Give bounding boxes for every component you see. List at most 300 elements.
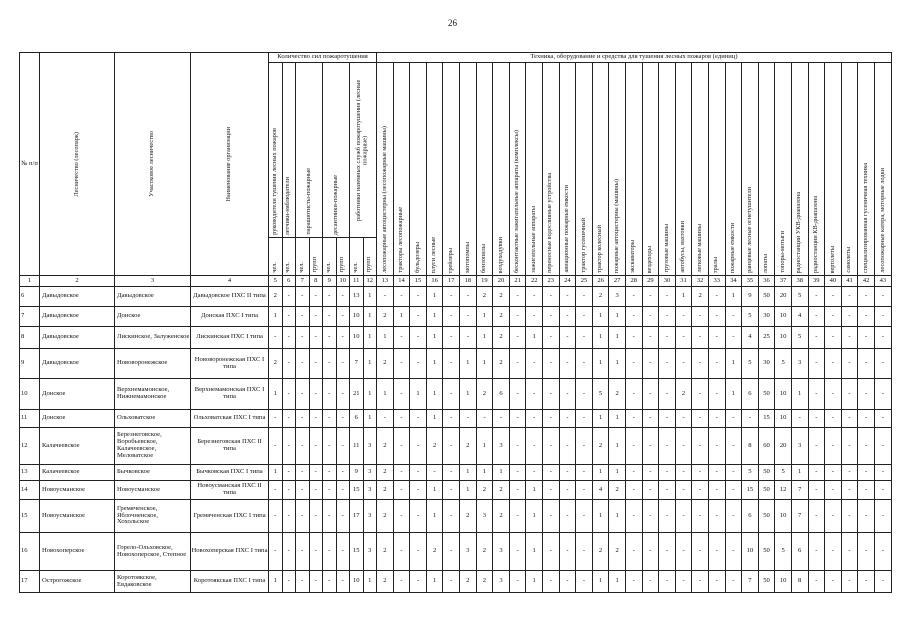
cell-col-40: -: [825, 500, 842, 533]
cell-col-5: 1: [269, 465, 283, 481]
cell-col-36: 60: [758, 428, 775, 465]
cell-col-41: -: [841, 287, 858, 307]
cell-col-8: -: [309, 307, 323, 327]
cell-col-9: -: [323, 465, 337, 481]
cell-col-21: -: [509, 410, 526, 428]
cell-col-10: -: [336, 307, 350, 327]
row-org: Донская ПХС I типа: [191, 307, 269, 327]
cell-col-29: -: [642, 571, 659, 593]
cell-col-17: -: [443, 287, 460, 307]
cell-col-19: 3: [476, 500, 493, 533]
row-no: 6: [20, 287, 40, 307]
force-col-3: [296, 63, 323, 238]
cell-col-35: 5: [742, 307, 759, 327]
cell-col-29: -: [642, 379, 659, 410]
tech-col-label-32: легковые машины: [695, 224, 703, 273]
cell-col-27: 1: [609, 428, 626, 465]
row-forestry: Донское: [40, 379, 115, 410]
cell-col-24: -: [559, 349, 576, 379]
row-district: Лискинское, Залуженское: [115, 327, 191, 349]
row-org: Коротоякская ПХС I типа: [191, 571, 269, 593]
cell-col-15: 1: [410, 379, 427, 410]
cell-col-26: 1: [592, 410, 609, 428]
cell-col-38: 8: [791, 571, 808, 593]
cell-col-36: 30: [758, 307, 775, 327]
cell-col-26: 2: [592, 287, 609, 307]
row-no: 12: [20, 428, 40, 465]
tech-col-label-25: трактор гусеничный: [579, 218, 587, 273]
cell-col-34: -: [725, 481, 742, 500]
row-district: Коротоякское, Евдаковское: [115, 571, 191, 593]
cell-col-14: -: [393, 428, 410, 465]
cell-col-12: 1: [363, 379, 377, 410]
header-row-numbers: [20, 276, 892, 287]
header-district-label: Участковое лесничество: [148, 131, 156, 197]
row-org: Верхнемамонская ПХС I типа: [191, 379, 269, 410]
cell-col-19: 1: [476, 307, 493, 327]
cell-col-13: 2: [377, 500, 394, 533]
col-number-35: 35: [742, 276, 759, 287]
cell-col-30: -: [659, 410, 676, 428]
header-no: [20, 53, 40, 276]
cell-col-14: -: [393, 327, 410, 349]
cell-col-19: 1: [476, 349, 493, 379]
tech-col-label-19: бензопилы: [480, 244, 488, 273]
cell-col-19: 2: [476, 481, 493, 500]
force-col-label-5: работники наземных служб пожаротушения (лесные пожарные): [355, 79, 370, 221]
cell-col-39: -: [808, 500, 825, 533]
cell-col-7: -: [296, 307, 310, 327]
cell-col-40: -: [825, 481, 842, 500]
cell-col-31: -: [675, 533, 692, 571]
row-org: Давыдовское ПХС II типа: [191, 287, 269, 307]
cell-col-37: 10: [775, 327, 792, 349]
cell-col-42: -: [858, 410, 875, 428]
row-district: Верхнемамонское, Нижнемамонское: [115, 379, 191, 410]
tech-col-27: [609, 63, 626, 276]
cell-col-25: -: [576, 533, 593, 571]
unit-label-6: чел.: [284, 262, 292, 273]
cell-col-23: -: [543, 571, 560, 593]
cell-col-14: -: [393, 571, 410, 593]
header-row-groups: [20, 53, 892, 63]
unit-col-5: [269, 238, 283, 276]
cell-col-18: 2: [460, 428, 477, 465]
cell-col-17: -: [443, 428, 460, 465]
cell-col-15: -: [410, 287, 427, 307]
row-district: Березнеговское, Воробьевское, Калачеевское, Меловатское: [115, 428, 191, 465]
tech-col-label-43: лесопожарные катера, моторные лодки: [878, 168, 886, 273]
cell-col-42: -: [858, 571, 875, 593]
cell-col-31: -: [675, 500, 692, 533]
col-number-4: 4: [191, 276, 269, 287]
cell-col-9: -: [323, 571, 337, 593]
cell-col-17: -: [443, 465, 460, 481]
cell-col-11: 10: [350, 571, 364, 593]
cell-col-35: 4: [742, 327, 759, 349]
cell-col-8: -: [309, 379, 323, 410]
table-row: [20, 307, 892, 327]
cell-col-5: 2: [269, 287, 283, 307]
cell-col-20: 3: [493, 571, 510, 593]
tech-col-label-21: бесконтактные зажигательные аппараты (комплексы): [513, 130, 521, 273]
unit-label-11: чел.: [351, 262, 359, 273]
cell-col-30: -: [659, 379, 676, 410]
cell-col-15: -: [410, 410, 427, 428]
cell-col-34: -: [725, 533, 742, 571]
cell-col-19: 2: [476, 379, 493, 410]
cell-col-11: 11: [350, 428, 364, 465]
cell-col-37: 20: [775, 428, 792, 465]
col-number-36: 36: [758, 276, 775, 287]
unit-label-5: чел.: [270, 262, 278, 273]
cell-col-22: -: [526, 428, 543, 465]
col-number-34: 34: [725, 276, 742, 287]
cell-col-31: 2: [675, 379, 692, 410]
cell-col-27: 1: [609, 307, 626, 327]
cell-col-27: 1: [609, 571, 626, 593]
col-number-42: 42: [858, 276, 875, 287]
cell-col-20: 2: [493, 349, 510, 379]
tech-col-17: [443, 63, 460, 276]
cell-col-18: -: [460, 287, 477, 307]
cell-col-33: -: [708, 481, 725, 500]
cell-col-10: -: [336, 465, 350, 481]
cell-col-30: -: [659, 500, 676, 533]
cell-col-41: -: [841, 533, 858, 571]
cell-col-34: 1: [725, 349, 742, 379]
force-col-label-4: десантники-пожарные: [331, 174, 339, 235]
table-row: [20, 571, 892, 593]
cell-col-26: 2: [592, 428, 609, 465]
cell-col-24: -: [559, 465, 576, 481]
cell-col-40: -: [825, 410, 842, 428]
cell-col-14: -: [393, 533, 410, 571]
cell-col-32: 2: [692, 287, 709, 307]
cell-col-19: 2: [476, 571, 493, 593]
cell-col-7: -: [296, 349, 310, 379]
cell-col-38: 7: [791, 500, 808, 533]
table-row: [20, 349, 892, 379]
tech-col-label-26: трактор колесный: [596, 225, 604, 273]
cell-col-26: 1: [592, 307, 609, 327]
cell-col-5: 2: [269, 349, 283, 379]
row-district: Нововоронежское: [115, 349, 191, 379]
cell-col-12: 3: [363, 500, 377, 533]
col-number-37: 37: [775, 276, 792, 287]
cell-col-30: -: [659, 465, 676, 481]
tech-col-label-40: вертолеты: [828, 245, 836, 273]
cell-col-23: -: [543, 533, 560, 571]
col-number-7: 7: [296, 276, 310, 287]
cell-col-18: -: [460, 307, 477, 327]
cell-col-25: -: [576, 287, 593, 307]
cell-col-39: -: [808, 428, 825, 465]
cell-col-11: 13: [350, 287, 364, 307]
cell-col-37: 20: [775, 287, 792, 307]
cell-col-42: -: [858, 307, 875, 327]
row-no: 9: [20, 349, 40, 379]
cell-col-24: -: [559, 428, 576, 465]
cell-col-43: -: [874, 287, 891, 307]
cell-col-16: 1: [426, 500, 443, 533]
cell-col-11: 7: [350, 349, 364, 379]
cell-col-14: -: [393, 410, 410, 428]
cell-col-16: -: [426, 465, 443, 481]
row-district: Бычковское: [115, 465, 191, 481]
tech-col-label-42: специализированная гусеничная техника: [861, 163, 869, 273]
cell-col-34: -: [725, 428, 742, 465]
row-forestry: Новоусманское: [40, 500, 115, 533]
col-number-15: 15: [410, 276, 427, 287]
cell-col-25: -: [576, 465, 593, 481]
tech-col-43: [874, 63, 891, 276]
cell-col-30: -: [659, 481, 676, 500]
cell-col-42: -: [858, 327, 875, 349]
cell-col-34: -: [725, 327, 742, 349]
cell-col-40: -: [825, 379, 842, 410]
cell-col-17: -: [443, 481, 460, 500]
cell-col-38: 6: [791, 533, 808, 571]
col-number-24: 24: [559, 276, 576, 287]
cell-col-7: -: [296, 428, 310, 465]
row-forestry: Донское: [40, 410, 115, 428]
cell-col-18: -: [460, 327, 477, 349]
cell-col-34: -: [725, 307, 742, 327]
tech-col-38: [791, 63, 808, 276]
force-col-label-3: парашютисты-пожарные: [304, 168, 312, 235]
cell-col-19: 1: [476, 465, 493, 481]
cell-col-32: -: [692, 481, 709, 500]
tech-col-34: [725, 63, 742, 276]
cell-col-26: 1: [592, 571, 609, 593]
cell-col-31: -: [675, 307, 692, 327]
cell-col-13: 2: [377, 428, 394, 465]
cell-col-30: -: [659, 533, 676, 571]
cell-col-39: -: [808, 481, 825, 500]
force-col-label-1: руководители тушения лесных пожаров: [270, 128, 278, 235]
cell-col-17: -: [443, 500, 460, 533]
cell-col-25: -: [576, 349, 593, 379]
cell-col-19: -: [476, 410, 493, 428]
cell-col-23: -: [543, 307, 560, 327]
force-col-4: [323, 63, 350, 238]
cell-col-39: -: [808, 287, 825, 307]
cell-col-14: -: [393, 349, 410, 379]
table-row: [20, 327, 892, 349]
col-number-5: 5: [269, 276, 283, 287]
header-group-tech: Техника, оборудование и средства для тушения лесных пожаров (единиц): [377, 53, 892, 63]
cell-col-15: -: [410, 481, 427, 500]
cell-col-42: -: [858, 481, 875, 500]
table-row: [20, 379, 892, 410]
row-org: Лискинская ПХС I типа: [191, 327, 269, 349]
row-forestry: Новоусманское: [40, 481, 115, 500]
cell-col-16: 1: [426, 571, 443, 593]
cell-col-20: 3: [493, 428, 510, 465]
row-forestry: Давыдовское: [40, 307, 115, 327]
unit-col-12: [363, 238, 377, 276]
cell-col-37: 10: [775, 307, 792, 327]
cell-col-12: 3: [363, 481, 377, 500]
cell-col-9: -: [323, 481, 337, 500]
unit-col-9: [323, 238, 337, 276]
cell-col-39: -: [808, 379, 825, 410]
unit-label-10: групп: [338, 257, 346, 273]
unit-label-9: чел.: [324, 262, 332, 273]
cell-col-42: -: [858, 533, 875, 571]
cell-col-22: -: [526, 349, 543, 379]
cell-col-10: -: [336, 410, 350, 428]
cell-col-12: 1: [363, 410, 377, 428]
cell-col-43: -: [874, 465, 891, 481]
cell-col-40: -: [825, 349, 842, 379]
tech-col-13: [377, 63, 394, 276]
tech-col-32: [692, 63, 709, 276]
cell-col-5: 1: [269, 379, 283, 410]
col-number-14: 14: [393, 276, 410, 287]
cell-col-38: 1: [791, 465, 808, 481]
cell-col-14: 1: [393, 307, 410, 327]
col-number-1: 1: [20, 276, 40, 287]
row-no: 17: [20, 571, 40, 593]
col-number-16: 16: [426, 276, 443, 287]
tech-col-30: [659, 63, 676, 276]
cell-col-23: -: [543, 500, 560, 533]
cell-col-9: -: [323, 379, 337, 410]
col-number-30: 30: [659, 276, 676, 287]
row-district: Ольховатское: [115, 410, 191, 428]
row-forestry: Калачеевское: [40, 428, 115, 465]
cell-col-24: -: [559, 327, 576, 349]
tech-col-21: [509, 63, 526, 276]
cell-col-36: 50: [758, 481, 775, 500]
cell-col-10: -: [336, 571, 350, 593]
unit-col-10: [336, 238, 350, 276]
cell-col-31: 1: [675, 287, 692, 307]
col-number-20: 20: [493, 276, 510, 287]
cell-col-10: -: [336, 428, 350, 465]
row-no: 15: [20, 500, 40, 533]
cell-col-31: -: [675, 349, 692, 379]
cell-col-14: -: [393, 287, 410, 307]
cell-col-6: -: [282, 500, 296, 533]
cell-col-40: -: [825, 307, 842, 327]
cell-col-6: -: [282, 327, 296, 349]
cell-col-14: -: [393, 465, 410, 481]
force-col-5: [350, 63, 377, 238]
cell-col-9: -: [323, 410, 337, 428]
cell-col-37: 5: [775, 465, 792, 481]
cell-col-6: -: [282, 533, 296, 571]
cell-col-8: -: [309, 465, 323, 481]
cell-col-18: 1: [460, 349, 477, 379]
cell-col-7: -: [296, 327, 310, 349]
cell-col-16: 1: [426, 349, 443, 379]
cell-col-11: 15: [350, 481, 364, 500]
cell-col-27: 3: [609, 287, 626, 307]
cell-col-27: 1: [609, 327, 626, 349]
cell-col-13: 2: [377, 349, 394, 379]
col-number-26: 26: [592, 276, 609, 287]
cell-col-16: 2: [426, 533, 443, 571]
cell-col-31: -: [675, 481, 692, 500]
cell-col-25: -: [576, 327, 593, 349]
cell-col-30: -: [659, 307, 676, 327]
cell-col-8: -: [309, 349, 323, 379]
cell-col-33: -: [708, 307, 725, 327]
cell-col-33: -: [708, 428, 725, 465]
unit-label-7: чел.: [297, 262, 305, 273]
cell-col-30: -: [659, 349, 676, 379]
cell-col-29: -: [642, 428, 659, 465]
cell-col-13: 1: [377, 327, 394, 349]
cell-col-36: 25: [758, 327, 775, 349]
cell-col-24: -: [559, 481, 576, 500]
tech-col-label-17: трейлеры: [446, 247, 454, 273]
cell-col-21: -: [509, 500, 526, 533]
tech-col-15: [410, 63, 427, 276]
cell-col-6: -: [282, 287, 296, 307]
row-forestry: Давыдовское: [40, 349, 115, 379]
cell-col-5: -: [269, 533, 283, 571]
tech-col-label-31: автобусы, вахтовки: [679, 221, 687, 273]
cell-col-15: -: [410, 349, 427, 379]
col-number-13: 13: [377, 276, 394, 287]
cell-col-23: -: [543, 465, 560, 481]
cell-col-6: -: [282, 307, 296, 327]
tech-col-label-41: самолеты: [845, 247, 853, 273]
cell-col-23: -: [543, 428, 560, 465]
cell-col-11: 10: [350, 307, 364, 327]
cell-col-35: 9: [742, 287, 759, 307]
col-number-39: 39: [808, 276, 825, 287]
cell-col-23: -: [543, 327, 560, 349]
cell-col-17: -: [443, 349, 460, 379]
tech-col-16: [426, 63, 443, 276]
cell-col-20: 2: [493, 327, 510, 349]
cell-col-11: 9: [350, 465, 364, 481]
cell-col-12: 3: [363, 465, 377, 481]
cell-col-37: 10: [775, 410, 792, 428]
row-org: Ольховатская ПХС I типа: [191, 410, 269, 428]
cell-col-30: -: [659, 287, 676, 307]
row-org: Новохоперская ПХС I типа: [191, 533, 269, 571]
tech-col-label-30: грузовые машины: [662, 224, 670, 273]
cell-col-7: -: [296, 410, 310, 428]
cell-col-32: -: [692, 410, 709, 428]
cell-col-16: 2: [426, 428, 443, 465]
cell-col-23: -: [543, 481, 560, 500]
cell-col-38: 7: [791, 481, 808, 500]
force-col-label-2: летчики-наблюдатели: [284, 176, 292, 235]
cell-col-43: -: [874, 410, 891, 428]
cell-col-28: -: [625, 533, 642, 571]
tech-col-39: [808, 63, 825, 276]
cell-col-9: -: [323, 287, 337, 307]
cell-col-13: 2: [377, 307, 394, 327]
header-no-label: № п/п: [21, 159, 38, 167]
cell-col-13: 2: [377, 533, 394, 571]
cell-col-8: -: [309, 571, 323, 593]
col-number-33: 33: [708, 276, 725, 287]
cell-col-15: -: [410, 307, 427, 327]
cell-col-35: 6: [742, 500, 759, 533]
table-row: [20, 428, 892, 465]
row-org: Нововоронежская ПХС I типа: [191, 349, 269, 379]
cell-col-29: -: [642, 327, 659, 349]
cell-col-32: -: [692, 571, 709, 593]
